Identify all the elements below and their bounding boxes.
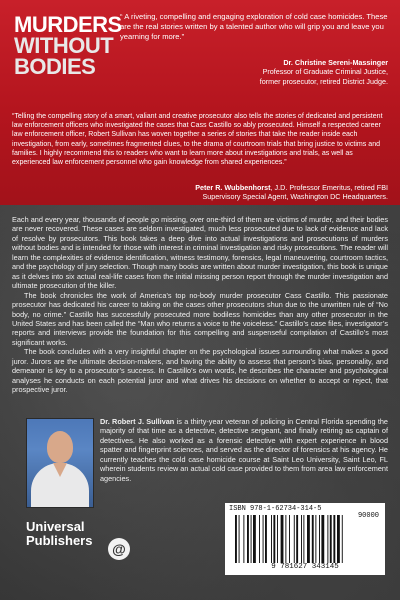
endorser-name-1: Dr. Christine Sereni-Massinger: [283, 58, 388, 67]
barcode-bar: [271, 515, 272, 563]
title-line-3: BODIES: [14, 54, 96, 79]
barcode-bar: [342, 515, 343, 563]
book-description: [12, 215, 388, 395]
endorser-credentials-2: , J.D. Professor Emeritus, retired FBI: [270, 183, 388, 192]
barcode-bar: [239, 515, 240, 563]
barcode-bar: [251, 515, 252, 563]
publisher-logo: [26, 520, 136, 568]
barcode-bar: [294, 515, 295, 563]
publisher-at-icon: @: [108, 538, 130, 560]
ean-number: 9 781627 343145: [271, 563, 339, 571]
endorser-role-1b: former prosecutor, retired District Judge.: [259, 76, 388, 86]
author-photo: [26, 418, 94, 508]
barcode-bar: [273, 515, 275, 563]
description-paragraph-2: The book chronicles the work of America’s top no-body murder prosecutor Cass Castillo. This passionate prosecutor has dedicated his career to taking on the cases other prosecutors shun due to the unwritten rule of “No body, no crime.” Castillo has successfully prosecuted more bodiless homicides than any other prosecutor in the United States and has been called the “Man who returns a voice to the voiceless.” Castillo’s case files, investigator’s reports and interviews provide the foundation for this compelling and suspenseful compilation of Castillo’s most significant works.: [12, 290, 388, 347]
barcode-bar: [265, 515, 267, 563]
description-paragraph-3: The book concludes with a very insightful chapter on the psychological issues surrounding what makes a good juror. Jurors are the ultimate decision-makers, and having the ability to assess that person’s bias, personality, and demeanor is key to a prosecutor’s success. In Castillo’s own words, he describes the character and psychological analyses he conducts on each potential juror and what drives his decisions on whether to accept or reject, that prospective juror.: [12, 347, 388, 395]
barcode-bar: [253, 515, 256, 563]
endorsement-quote-1: “ A riveting, compelling and engaging exploration of cold case homicides. These are the real stories written by a talented author who will grip you and leave you yearning for more.”: [120, 12, 388, 41]
barcode-bar: [281, 515, 284, 563]
isbn-label: ISBN 978-1-62734-314-5: [229, 505, 322, 513]
description-paragraph-1: Each and every year, thousands of people go missing, over one-third of them are victims of murder, and their bodies are never recovered. These cases are seldom investigated, much less prosecuted due to lack of evidence and lack of resolve by prosecutors. This book takes a deep dive into actual investigations and prosecutions of murders without bodies and is intended for those with interest in criminal investigation and risky prosecutions. The reader will learn the complexities of evidence identification, witness testimony, forensics, legal maneuvering, courtroom tactics, and the psychology of jury selection. Though many books are written about murder investigation, this book is unique as it delves into six actual real-life cases from the initial missing person report through the murder investigation and ultimate prosecution of the killer.: [12, 215, 388, 291]
endorsement-quote-2: “Telling the compelling story of a smart, valiant and creative prosecutor also tells the stories of dedicated and persistent law enforcement officers who investigated the cases that Cass Castillo so ably prosecuted. Himself a respected career law enforcement officer, Robert Sullivan has woven together a series of stories that take the reader inside each investigation, from early, sometimes fragmented clues, to the drama of courtroom trials that bring justice to victims and families. I highly recommend this to readers who want to learn more about investigations and trials, as well as experienced law enforcement personnel who gain knowledge from shared experiences.”: [12, 113, 383, 167]
barcode-bar: [330, 515, 332, 563]
endorser-role-1a: Professor of Graduate Criminal Justice,: [262, 67, 388, 77]
barcode-bar: [247, 515, 249, 563]
barcode-bar: [277, 515, 278, 563]
barcode: [225, 503, 385, 575]
author-name: Dr. Robert J. Sullivan: [100, 417, 175, 426]
title-line-1: MURDERS: [14, 12, 122, 37]
barcode-bar: [307, 515, 310, 563]
barcode-bar: [289, 515, 290, 563]
barcode-bar: [327, 515, 328, 563]
author-head: [47, 431, 73, 463]
barcode-bar: [301, 515, 302, 563]
barcode-bar: [337, 515, 340, 563]
price-code: 90000: [357, 512, 379, 520]
endorser-name-2: Peter R. Wubbenhorst: [195, 183, 271, 192]
endorsement-attribution-2: [28, 183, 388, 201]
barcode-bar: [321, 515, 324, 563]
barcode-bar: [263, 515, 264, 563]
barcode-bar: [235, 515, 237, 563]
endorsement-attribution-1: [148, 58, 388, 86]
publisher-name-line-2: Publishers: [26, 533, 93, 548]
barcode-bar: [243, 515, 244, 563]
barcode-bar: [285, 515, 286, 563]
barcode-bar: [319, 515, 320, 563]
book-title: [14, 12, 122, 79]
author-bio-text: is a thirty-year veteran of policing in Central Florida spending the majority of that time as a detective, detective sergeant, and finally retiring as captain of detectives. He also worked as a forensic detective with expert experience in blood spatter and fingerprint sciences, and served as the director of forensics at his agency. He currently teaches the cold case homicide course at Saint Leo University, Saint Leo, FL wherein students review an actual cold case provided to them from area law enforcement agencies.: [100, 417, 388, 483]
barcode-bar: [303, 515, 304, 563]
barcode-bar: [296, 515, 298, 563]
barcode-bars: [233, 515, 379, 563]
barcode-bar: [315, 515, 316, 563]
barcode-bar: [312, 515, 314, 563]
barcode-bar: [259, 515, 260, 563]
author-bio: [100, 417, 388, 483]
title-line-2: WITHOUT: [14, 33, 114, 58]
barcode-bar: [333, 515, 335, 563]
publisher-name-line-1: Universal: [26, 519, 85, 534]
endorser-role-2: Supervisory Special Agent, Washington DC Headquarters.: [202, 192, 388, 202]
